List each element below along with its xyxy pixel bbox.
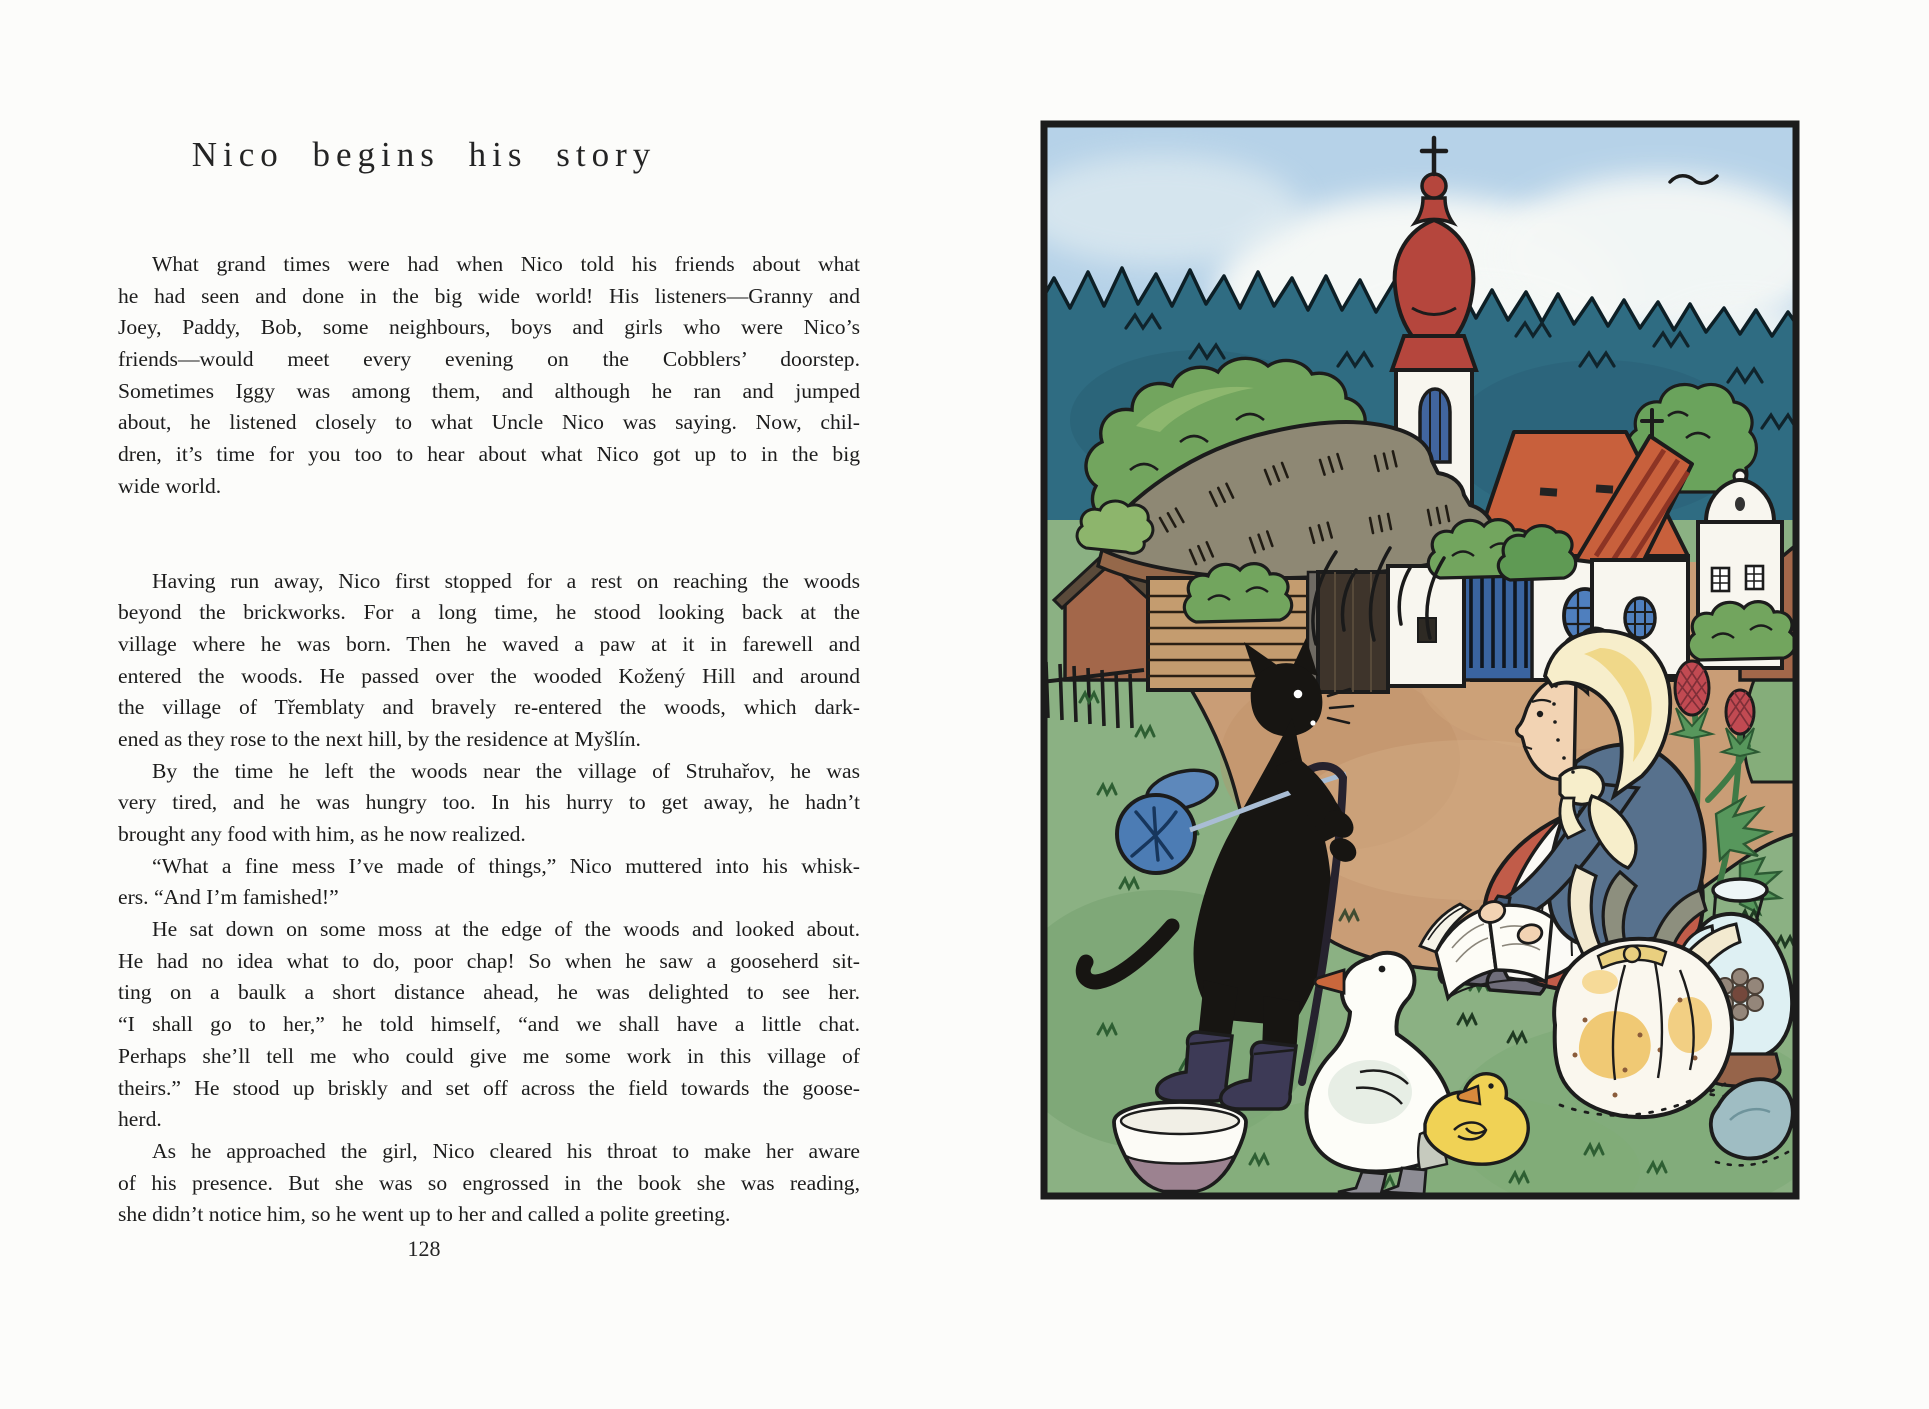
- text-line: brought any food with him, as he now realized.: [118, 822, 526, 846]
- text-line: As he approached the girl, Nico cleared his throat to make her aware: [152, 1138, 860, 1163]
- chapter-title: Nico begins his story: [191, 135, 657, 175]
- text-line: very tired, and he was hungry too. In his hurry to get away, he hadn’t: [118, 790, 860, 815]
- paragraph: [118, 566, 860, 756]
- text-line: By the time he left the woods near the village of Struhařov, he was: [152, 758, 860, 783]
- text-line: He had no idea what to do, poor chap! So when he saw a gooseherd sit-: [118, 948, 860, 973]
- text-line: What grand times were had when Nico told his friends about what: [152, 252, 860, 276]
- goose-eye: [1379, 966, 1386, 973]
- iron-fence: [1464, 569, 1532, 680]
- text-line: he had seen and done in the big wide world! His listeners—Granny and: [118, 283, 860, 308]
- girl-eye: [1537, 711, 1543, 717]
- text-line: ened as they rose to the next hill, by the residence at Myšlín.: [118, 726, 641, 751]
- text-line: Having run away, Nico first stopped for a rest on reaching the woods: [152, 568, 860, 593]
- paragraph: [118, 249, 860, 503]
- paragraph: [118, 851, 860, 914]
- text-line: beyond the brickworks. For a long time, he stood looking back at the: [118, 600, 860, 625]
- paragraph: [118, 756, 860, 851]
- text-line: village where he was born. Then he waved a paw at it in farewell and: [118, 631, 860, 656]
- text-line: she didn’t notice him, so he went up to her and called a polite greeting.: [118, 1202, 731, 1227]
- text-line: about, he listened closely to what Uncle Nico was saying. Now, chil-: [118, 410, 860, 435]
- text-line: “I shall go to her,” he told himself, “and we shall have a little chat.: [118, 1012, 860, 1037]
- illustration-svg: [1040, 120, 1800, 1200]
- chapel-window: [1712, 568, 1729, 591]
- text-line: “What a fine mess I’ve made of things,” Nico muttered into his whisk-: [152, 853, 860, 878]
- tower-roof-skirt: [1392, 336, 1476, 370]
- text-line: wide world.: [118, 473, 222, 498]
- page-number: 128: [407, 1236, 441, 1261]
- text-line: theirs.” He stood up briskly and set off across the field towards the goose-: [118, 1075, 860, 1100]
- illustration-plate: [1040, 120, 1800, 1200]
- text-line: entered the woods. He passed over the wooded Kožený Hill and around: [118, 663, 860, 688]
- text-line: the village of Třemblaty and bravely re-entered the woods, which dark-: [118, 695, 860, 720]
- paragraph: [118, 914, 860, 1136]
- story-text: [118, 249, 860, 1231]
- text-line: of his presence. But she was so engrossed in the book she was reading,: [118, 1170, 860, 1195]
- text-line: ting on a baulk a short distance ahead, he was delighted to see her.: [118, 980, 860, 1005]
- cat-eye: [1294, 690, 1303, 699]
- text-line: ers. “And I’m famished!”: [118, 885, 339, 910]
- text-line: Joey, Paddy, Bob, some neighbours, boys and girls who were Nico’s: [118, 315, 860, 340]
- text-line: He sat down on some moss at the edge of the woods and looked about.: [152, 917, 860, 942]
- text-line: Perhaps she’ll tell me who could give me some work in this village of: [118, 1043, 860, 1068]
- text-line: herd.: [118, 1107, 162, 1132]
- text-line: friends—would meet every evening on the Cobblers’ doorstep.: [118, 347, 860, 372]
- text-line: Sometimes Iggy was among them, and although he ran and jumped: [118, 378, 860, 403]
- text-line: dren, it’s time for you too to hear about what Nico got up to in the big: [118, 442, 860, 467]
- paragraph: [118, 1136, 860, 1231]
- chapel-window: [1746, 566, 1763, 589]
